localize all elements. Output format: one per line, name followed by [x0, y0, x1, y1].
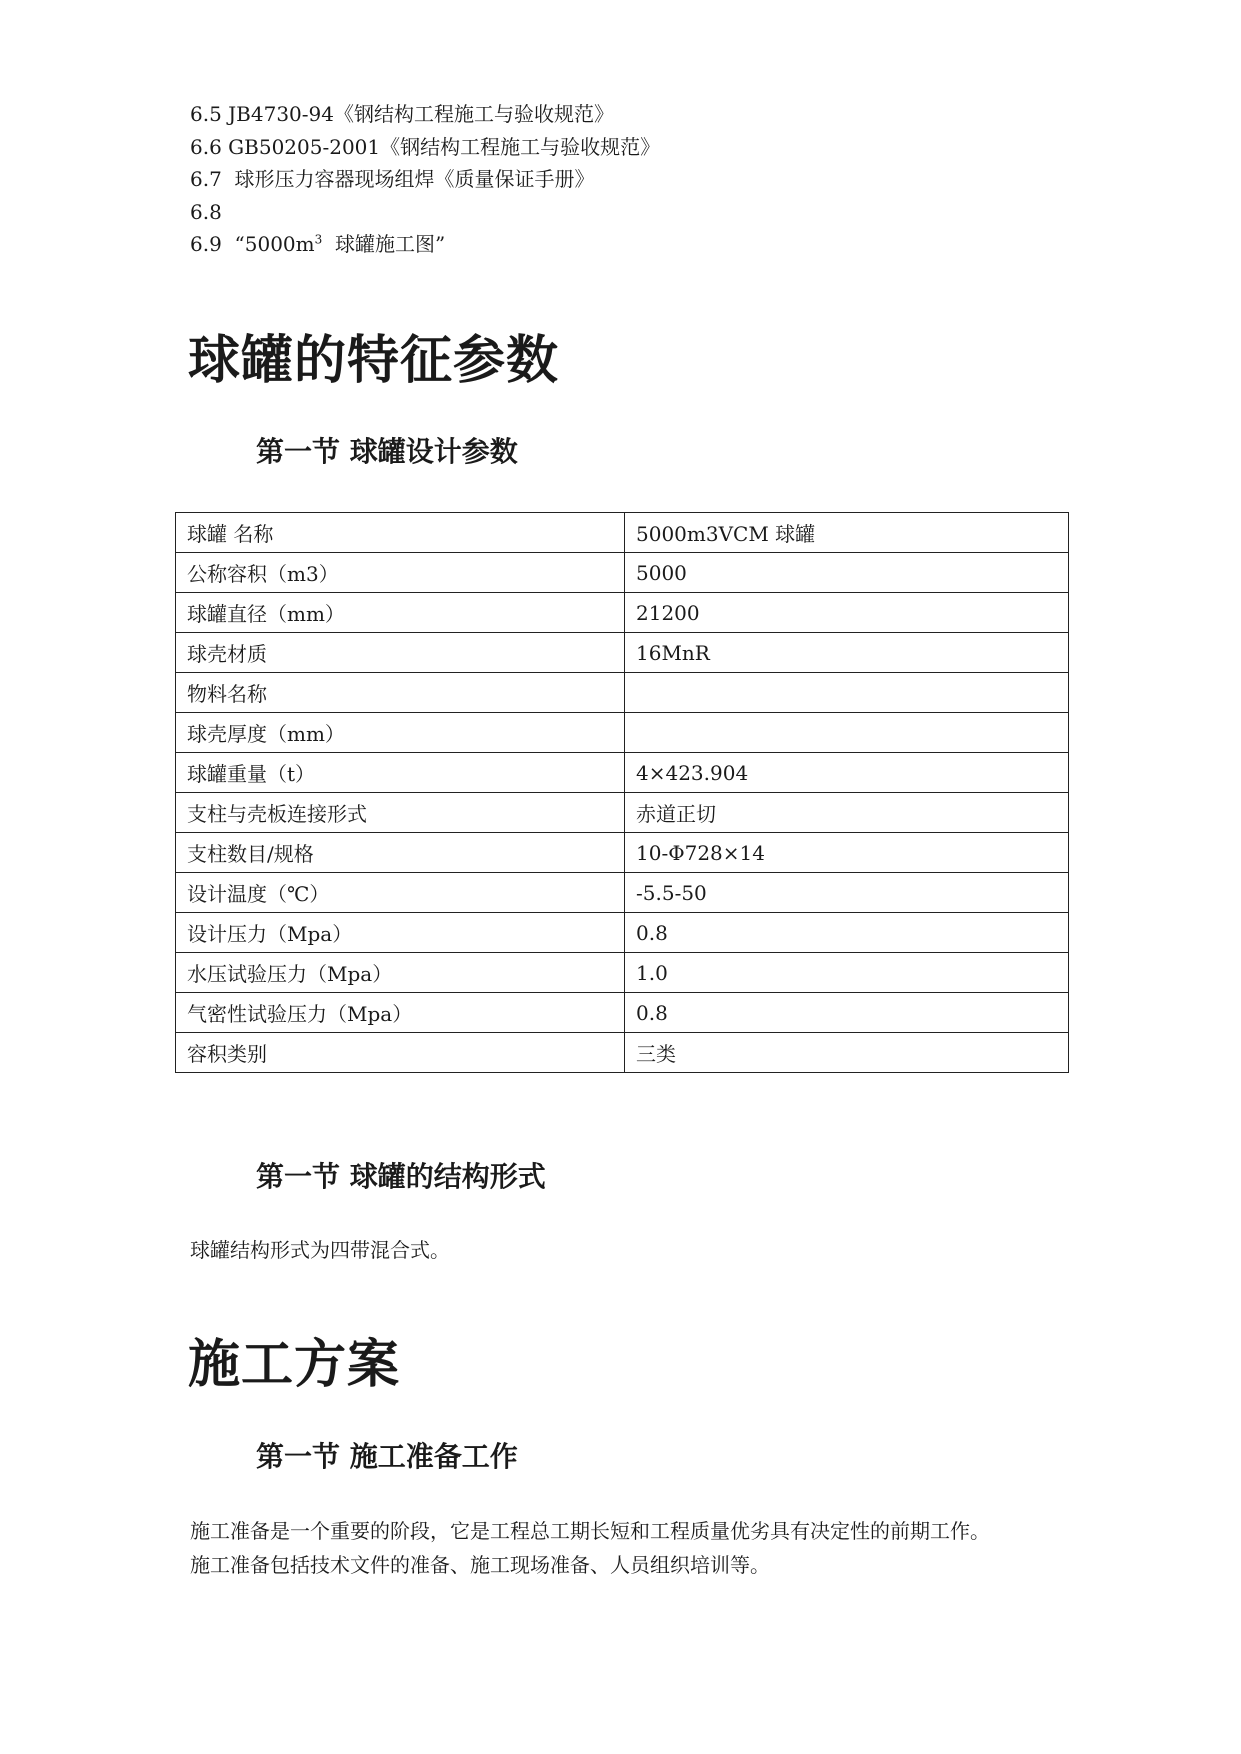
param-name-cell: 球壳厚度（mm）	[176, 713, 625, 753]
reference-item: 6.5 JB4730-94《钢结构工程施工与验收规范》	[190, 102, 614, 126]
param-value-cell: 5000m3VCM 球罐	[625, 513, 1069, 553]
section-title: 第一节 球罐的结构形式	[256, 1160, 546, 1193]
param-name-cell: 气密性试验压力（Mpa）	[176, 993, 625, 1033]
param-name-cell: 设计压力（Mpa）	[176, 913, 625, 953]
table-row	[176, 553, 1069, 593]
reference-item: 6.6 GB50205-2001《钢结构工程施工与验收规范》	[190, 134, 661, 159]
reference-item: 6.7 球形压力容器现场组焊《质量保证手册》	[190, 167, 595, 191]
param-name-cell: 球壳材质	[176, 633, 625, 673]
table-row	[176, 1033, 1069, 1073]
param-value-cell: 1.0	[625, 953, 1069, 993]
param-value-cell: 三类	[625, 1033, 1069, 1073]
table-row	[176, 993, 1069, 1033]
param-name-cell: 容积类别	[176, 1033, 625, 1073]
section-title: 第一节 施工准备工作	[256, 1440, 518, 1473]
reference-text: 球罐施工图”	[322, 232, 446, 256]
body-paragraph	[190, 1514, 990, 1582]
param-name-cell: 球罐重量（t）	[176, 753, 625, 793]
table-row	[176, 713, 1069, 753]
paragraph-line: 施工准备是一个重要的阶段，它是工程总工期长短和工程质量优劣具有决定性的前期工作。	[190, 1519, 990, 1543]
section-title: 第一节 球罐设计参数	[256, 435, 518, 468]
param-name-cell: 公称容积（m3）	[176, 553, 625, 593]
param-value-cell: 4×423.904	[625, 753, 1069, 793]
superscript: 3	[314, 232, 323, 247]
param-value-cell: 16MnR	[625, 633, 1069, 673]
param-name-cell: 支柱数目/规格	[176, 833, 625, 873]
reference-text: 6.9 “5000m	[190, 232, 315, 256]
table-row	[176, 633, 1069, 673]
param-value-cell: -5.5-50	[625, 873, 1069, 913]
chapter-title: 施工方案	[188, 1335, 401, 1395]
param-value-cell: 10-Φ728×14	[625, 833, 1069, 873]
reference-list	[190, 98, 660, 261]
table-row	[176, 953, 1069, 993]
chapter-title: 球罐的特征参数	[188, 331, 560, 391]
param-name-cell: 设计温度（℃）	[176, 873, 625, 913]
paragraph-line: 施工准备包括技术文件的准备、施工现场准备、人员组织培训等。	[190, 1553, 770, 1577]
table-row	[176, 593, 1069, 633]
table-row	[176, 913, 1069, 953]
table-row	[176, 753, 1069, 793]
reference-item: 6.8	[190, 199, 222, 224]
table-row	[176, 793, 1069, 833]
body-paragraph: 球罐结构形式为四带混合式。	[190, 1238, 450, 1262]
param-name-cell: 球罐 名称	[176, 513, 625, 553]
param-name-cell: 球罐直径（mm）	[176, 593, 625, 633]
param-value-cell	[625, 713, 1069, 753]
param-value-cell: 0.8	[625, 993, 1069, 1033]
param-name-cell: 支柱与壳板连接形式	[176, 793, 625, 833]
param-value-cell: 赤道正切	[625, 793, 1069, 833]
param-value-cell: 5000	[625, 553, 1069, 593]
param-value-cell: 21200	[625, 593, 1069, 633]
param-name-cell: 水压试验压力（Mpa）	[176, 953, 625, 993]
design-parameters-table	[175, 512, 1069, 1073]
table-row	[176, 673, 1069, 713]
table-row	[176, 873, 1069, 913]
param-name-cell: 物料名称	[176, 673, 625, 713]
table-row	[176, 513, 1069, 553]
param-value-cell	[625, 673, 1069, 713]
table-row	[176, 833, 1069, 873]
reference-item	[190, 228, 660, 261]
param-value-cell: 0.8	[625, 913, 1069, 953]
